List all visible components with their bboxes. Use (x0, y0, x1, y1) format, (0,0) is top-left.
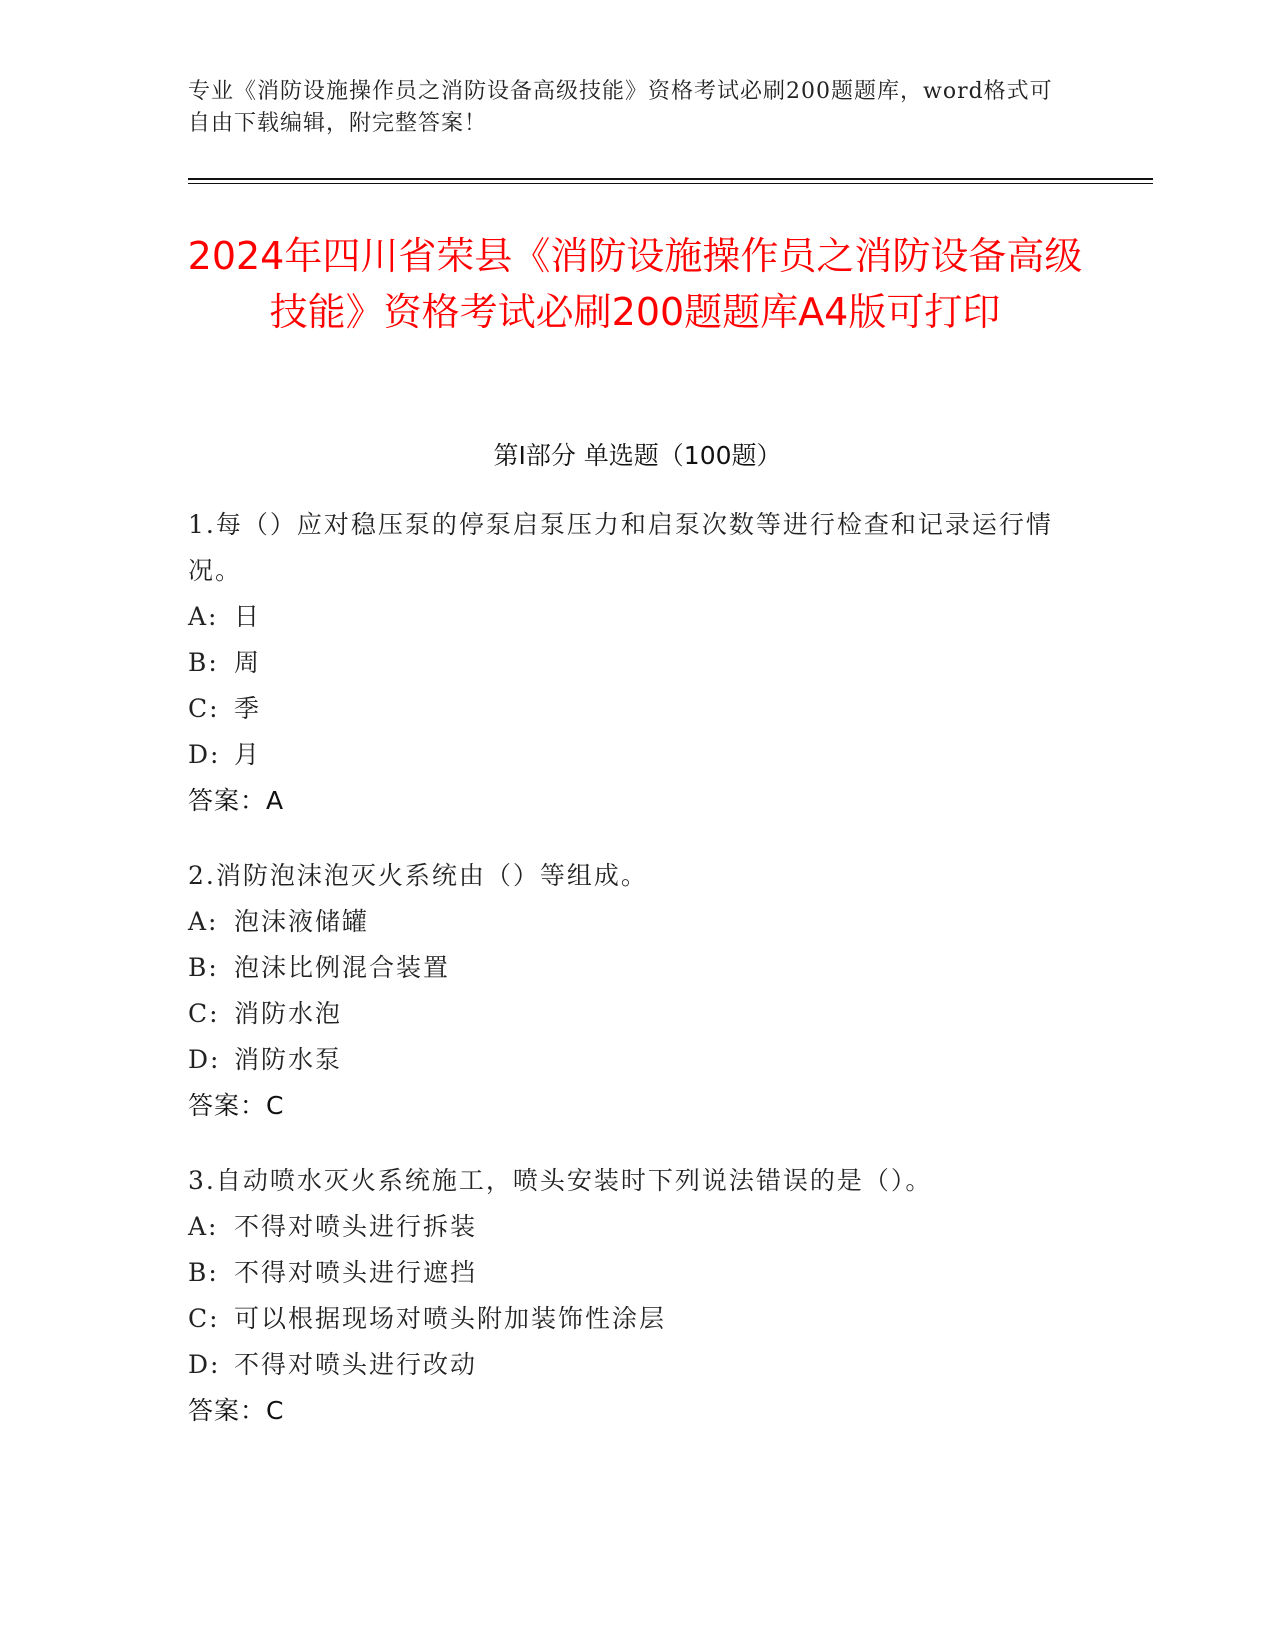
option-text: 不得对喷头进行改动 (234, 1350, 478, 1379)
option-a (188, 1204, 1088, 1250)
answer: 答案：A (188, 786, 285, 815)
option-key: A: (188, 602, 219, 631)
option-key: D: (188, 740, 221, 769)
option-c (188, 1296, 1088, 1342)
option-a (188, 594, 1088, 640)
option-text: 日 (234, 602, 262, 631)
option-a (188, 899, 1088, 945)
option-key: A: (188, 1212, 219, 1241)
option-d (188, 1037, 1088, 1083)
option-text: 消防水泵 (234, 1045, 343, 1074)
option-text: 月 (234, 740, 262, 769)
document-title: 2024年四川省荣县《消防设施操作员之消防设备高级技能》资格考试必刷200题题库A4版可打印 (187, 234, 1083, 334)
header-divider-thick (188, 178, 1153, 180)
header-note: 专业《消防设施操作员之消防设备高级技能》资格考试必刷200题题库，word格式可自由下载编辑，附完整答案！ (188, 79, 1053, 136)
option-d (188, 1342, 1088, 1388)
option-c (188, 686, 1088, 732)
option-text: 消防水泡 (234, 999, 343, 1028)
option-text: 季 (234, 694, 262, 723)
question-stem: 1.每（）应对稳压泵的停泵启泵压力和启泵次数等进行检查和记录运行情况。 (188, 510, 1053, 585)
question-2 (188, 853, 1088, 1129)
option-key: B: (188, 1258, 219, 1287)
question-stem: 3.自动喷水灭火系统施工，喷头安装时下列说法错误的是（）。 (188, 1166, 933, 1195)
option-c (188, 991, 1088, 1037)
question-3 (188, 1158, 1088, 1434)
option-text: 周 (234, 648, 262, 677)
question-1 (188, 502, 1088, 824)
option-key: D: (188, 1045, 221, 1074)
option-text: 可以根据现场对喷头附加装饰性涂层 (234, 1304, 667, 1333)
section-heading: 第I部分 单选题（100题） (493, 441, 782, 470)
answer: 答案：C (188, 1396, 285, 1425)
option-key: B: (188, 953, 219, 982)
option-key: B: (188, 648, 219, 677)
option-d (188, 732, 1088, 778)
option-key: C: (188, 694, 220, 723)
option-key: C: (188, 1304, 220, 1333)
answer: 答案：C (188, 1091, 285, 1120)
option-text: 泡沫液储罐 (234, 907, 370, 936)
option-b (188, 640, 1088, 686)
option-b (188, 945, 1088, 991)
option-b (188, 1250, 1088, 1296)
option-key: C: (188, 999, 220, 1028)
option-key: A: (188, 907, 219, 936)
question-stem: 2.消防泡沫泡灭火系统由（）等组成。 (188, 861, 648, 890)
option-text: 不得对喷头进行遮挡 (234, 1258, 478, 1287)
header-divider-thin (188, 183, 1153, 184)
option-text: 不得对喷头进行拆装 (234, 1212, 478, 1241)
option-key: D: (188, 1350, 221, 1379)
option-text: 泡沫比例混合装置 (234, 953, 451, 982)
